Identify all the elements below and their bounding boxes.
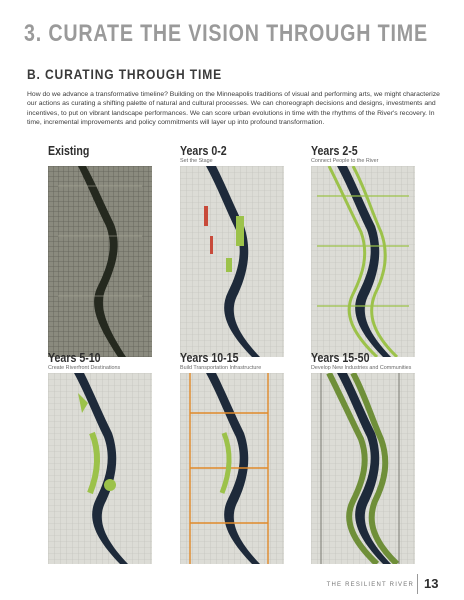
panel-years-10-15	[180, 352, 284, 564]
panel-title: Years 5-10	[48, 351, 101, 365]
panel-existing	[48, 145, 152, 357]
panel-subtitle: Connect People to the River	[311, 158, 379, 164]
panel-years-2-5	[311, 145, 415, 357]
panel-years-5-10	[48, 352, 152, 564]
panel-years-15-50	[311, 352, 415, 564]
footer-divider	[417, 574, 418, 594]
plan-stage-1	[180, 166, 284, 357]
intro-paragraph: How do we advance a transformative timeline? Building on the Minneapolis traditions of visual and performing arts, we might characterize our actions as curating a shifting palette of natural and cultural processes. We can choreograph decisions and designs, investments and incentives, to put on vibrant landscape performances. We can score urban evolutions in time with the rhythms of the River's recovery. In time, incremental improvements and policy commitments will layer up into profound transformation.	[27, 91, 440, 126]
plan-stage-4	[180, 373, 284, 564]
panel-subtitle: Create Riverfront Destinations	[48, 365, 121, 371]
page-number: 13	[424, 576, 439, 591]
footer-label: THE RESILIENT RIVER	[326, 582, 414, 588]
plan-stage-2	[311, 166, 415, 357]
panel-years-0-2	[180, 145, 284, 357]
panel-title: Years 15-50	[311, 351, 370, 365]
panel-subtitle: Develop New Industries and Communities	[311, 365, 412, 371]
panel-title: Years 10-15	[180, 351, 239, 365]
page-title: 3. CURATE THE VISION THROUGH TIME	[24, 20, 428, 47]
aerial-photo-existing	[48, 166, 152, 357]
panel-subtitle: Build Transportation Infrastructure	[180, 365, 262, 371]
panel-subtitle: Set the Stage	[180, 158, 213, 164]
plan-stage-3	[48, 373, 152, 564]
plan-stage-5	[311, 373, 415, 564]
panel-title: Existing	[48, 144, 90, 158]
panel-subtitle	[48, 158, 152, 164]
panel-title: Years 0-2	[180, 144, 227, 158]
panel-title: Years 2-5	[311, 144, 358, 158]
section-title: B. CURATING THROUGH TIME	[27, 66, 222, 82]
